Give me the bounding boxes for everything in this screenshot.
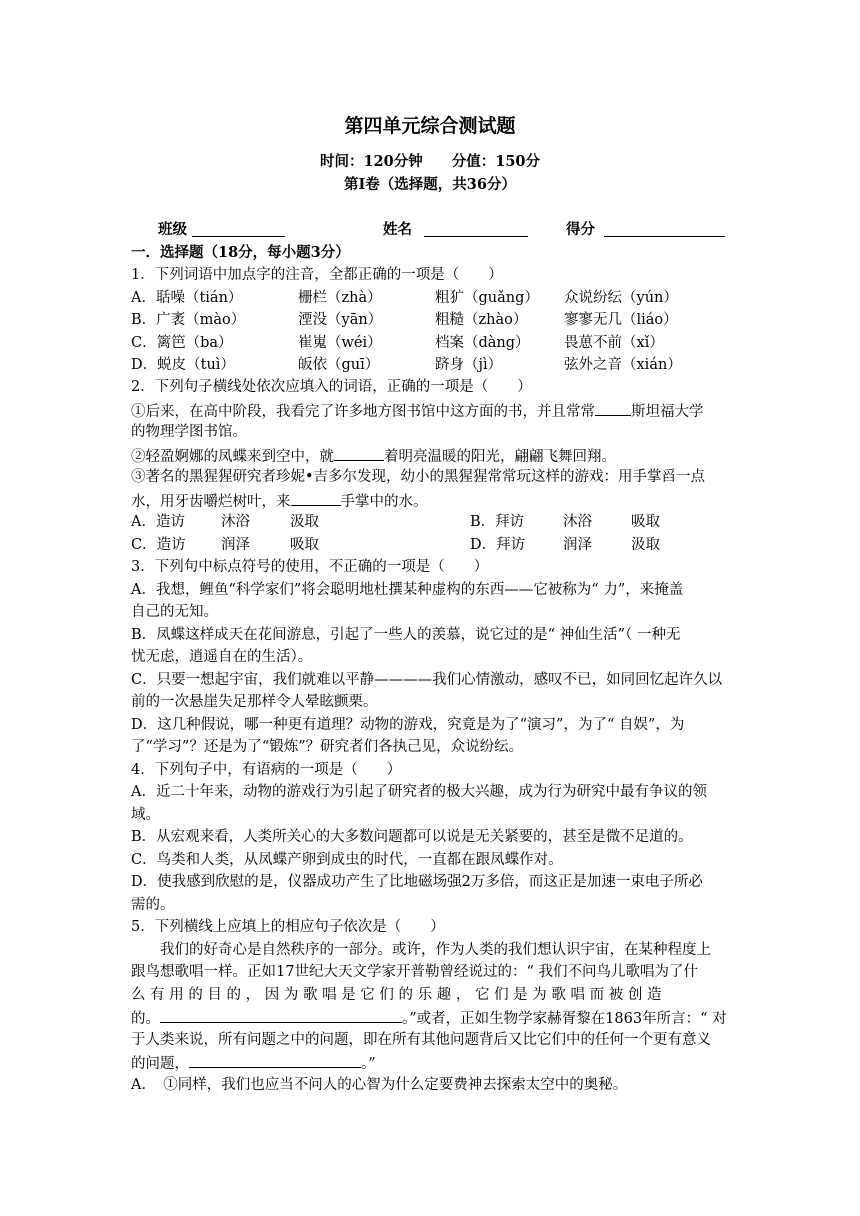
- q3-line: 前的一次悬崖失足那样令人晕眩颤栗。: [131, 694, 378, 710]
- q1-option-a-1: A．聒噪（tián）: [131, 290, 243, 306]
- q2-option-a-1: A．造访: [131, 514, 185, 530]
- q5-p4-after: 。”或者，正如生物学家赫胥黎在1863年所言：“ 对: [402, 1011, 727, 1027]
- q3-line: 忧无虑，逍遥自在的生活）。: [131, 649, 313, 665]
- q2-blank-3[interactable]: [291, 490, 341, 506]
- q2-option-b-1: B．拜访: [470, 514, 525, 530]
- question-5-stem: 5．下列横线上应填上的相应句子依次是（ ）: [131, 919, 445, 935]
- q2-option-a-2: 沐浴: [221, 514, 250, 530]
- q5-blank-1[interactable]: [160, 1007, 402, 1023]
- q1-option-a-3: 粗犷（guǎng）: [435, 290, 539, 306]
- q1-option-b-4: 寥寥无几（liáo）: [564, 312, 678, 328]
- name-label: 姓名: [383, 221, 412, 238]
- q2-s3-after: 手掌中的水。: [340, 494, 428, 510]
- q5-passage-line: [131, 1052, 376, 1074]
- q2-blank-1[interactable]: [595, 400, 631, 416]
- q4-line: B．从宏观来看，人类所关心的大多数问题都可以说是无关紧要的，甚至是微不足道的。: [131, 829, 693, 845]
- q2-s1-before: ①后来，在高中阶段，我看完了许多地方图书馆中这方面的书，并且常常: [131, 404, 595, 420]
- question-3-stem: 3．下列句中标点符号的使用，不正确的一项是（ ）: [131, 559, 489, 575]
- q1-option-b-2: 湮没（yān）: [298, 312, 383, 328]
- q2-sentence-3-cont: [131, 490, 428, 512]
- q4-line: D．使我感到欣慰的是，仪器成功产生了比地磁场强2万多倍，而这正是加速一束电子所必: [131, 874, 703, 890]
- q1-option-d-2: 皈依（guī）: [298, 357, 380, 373]
- q1-option-c-1: C．篱笆（ba）: [131, 335, 233, 351]
- q5-p6-after: 。”: [361, 1056, 376, 1072]
- exam-meta: 时间：120分钟 分值：150分: [319, 153, 541, 170]
- q2-option-a-3: 汲取: [290, 514, 319, 530]
- q2-s1-after: 斯坦福大学: [631, 404, 704, 420]
- q1-option-c-4: 畏葸不前（xǐ）: [564, 335, 664, 351]
- q4-line: 需的。: [131, 897, 175, 913]
- q3-line: C．只要一想起宇宙，我们就难以平静————我们心情激动，感叹不已，如同回忆起许久以: [131, 672, 723, 688]
- q1-option-a-4: 众说纷纭（yún）: [564, 290, 678, 306]
- q4-line: A．近二十年来，动物的游戏行为引起了研究者的极大兴趣，成为行为研究中最有争议的领: [131, 784, 707, 800]
- q1-option-d-1: D．蜕皮（tuì）: [131, 357, 235, 373]
- q2-sentence-3: ③著名的黑猩猩研究者珍妮•吉多尔发现，幼小的黑猩猩常常玩这样的游戏：用手掌舀一点: [131, 469, 706, 485]
- q2-blank-2[interactable]: [334, 445, 384, 461]
- score-field[interactable]: [604, 221, 725, 237]
- q2-option-d-1: D．拜访: [470, 537, 526, 553]
- name-field[interactable]: [424, 221, 528, 237]
- section-heading: 一．选择题（18分，每小题3分）: [131, 244, 350, 261]
- q5-passage-line: [131, 1007, 727, 1029]
- q4-line: C．鸟类和人类，从凤蝶产卵到成虫的时代，一直都在跟凤蝶作对。: [131, 852, 563, 868]
- q2-s3-before: 水，用牙齿嚼烂树叶，来: [131, 494, 291, 510]
- q3-line: 自己的无知。: [131, 604, 218, 620]
- q1-option-d-4: 弦外之音（xián）: [564, 357, 682, 373]
- q1-option-b-1: B．广袤（mào）: [131, 312, 246, 328]
- q4-line: 域。: [131, 807, 160, 823]
- q5-p4-before: 的。: [131, 1011, 160, 1027]
- question-1-stem: 1．下列词语中加点字的注音，全都正确的一项是（ ）: [131, 267, 503, 283]
- q2-option-c-1: C．造访: [131, 537, 186, 553]
- q1-option-d-3: 跻身（jì）: [435, 357, 503, 373]
- q2-option-d-2: 润泽: [563, 537, 592, 553]
- q5-passage-line: 跟鸟想歌唱一样。正如17世纪大天文学家开普勒曾经说过的：“ 我们不问鸟儿歌唱为了什: [131, 964, 698, 980]
- page-title: 第四单元综合测试题: [344, 115, 516, 137]
- class-label: 班级: [158, 221, 187, 238]
- score-label: 得分: [566, 221, 595, 238]
- q2-sentence-1-cont: 的物理学图书馆。: [131, 424, 247, 440]
- q5-p6-before: 的问题，: [131, 1056, 189, 1072]
- volume-heading: 第Ⅰ卷（选择题，共36分）: [344, 176, 516, 193]
- q5-passage-line: 我们的好奇心是自然秩序的一部分。或许，作为人类的我们想认识宇宙，在某种程度上: [160, 942, 711, 958]
- q1-option-b-3: 粗糙（zhào）: [435, 312, 528, 328]
- q2-option-b-2: 沐浴: [563, 514, 592, 530]
- q2-option-b-3: 吸取: [631, 514, 660, 530]
- q5-blank-2[interactable]: [189, 1052, 361, 1068]
- class-field[interactable]: [192, 221, 285, 237]
- q3-line: 了“学习”？还是为了“锻炼”？研究者们各执己见，众说纷纭。: [131, 739, 524, 755]
- q3-line: A．我想，鲤鱼“科学家们”将会聪明地杜撰某种虚构的东西——它被称为“ 力”，来掩盖: [131, 582, 684, 598]
- q5-passage-line: 么 有 用 的 目 的 ， 因 为 歌 唱 是 它 们 的 乐 趣 ， 它 们 是 为 歌 唱 而 被 创 造: [131, 987, 662, 1003]
- q2-option-c-2: 润泽: [221, 537, 250, 553]
- q2-sentence-1: [131, 400, 704, 422]
- q3-line: D．这几种假说，哪一种更有道理？动物的游戏，究竟是为了“演习”，为了“ 自娱”，为: [131, 717, 685, 733]
- q2-option-c-3: 吸取: [290, 537, 319, 553]
- q5-option-a: A． ①同样，我们也应当不问人的心智为什么定要费神去探索太空中的奥秘。: [131, 1077, 628, 1093]
- q2-sentence-2: [131, 445, 616, 467]
- q5-passage-line: 于人类来说，所有问题之中的问题，即在所有其他问题背后又比它们中的任何一个更有意义: [131, 1032, 711, 1048]
- q1-option-a-2: 栅栏（zhà）: [298, 290, 382, 306]
- question-2-stem: 2．下列句子横线处依次应填入的词语，正确的一项是（ ）: [131, 379, 532, 395]
- q1-option-c-2: 崔嵬（wéi）: [298, 335, 382, 351]
- q1-option-c-3: 档案（dàng）: [435, 335, 530, 351]
- q3-line: B．凤蝶这样成天在花间游息，引起了一些人的羡慕，说它过的是“ 神仙生活”（ 一种无: [131, 627, 681, 643]
- q2-s2-before: ②轻盈婀娜的凤蝶来到空中，就: [131, 449, 334, 465]
- q2-s2-after: 着明亮温暖的阳光，翩翩飞舞回翔。: [384, 449, 616, 465]
- q2-option-d-3: 汲取: [631, 537, 660, 553]
- question-4-stem: 4．下列句子中，有语病的一项是（ ）: [131, 762, 402, 778]
